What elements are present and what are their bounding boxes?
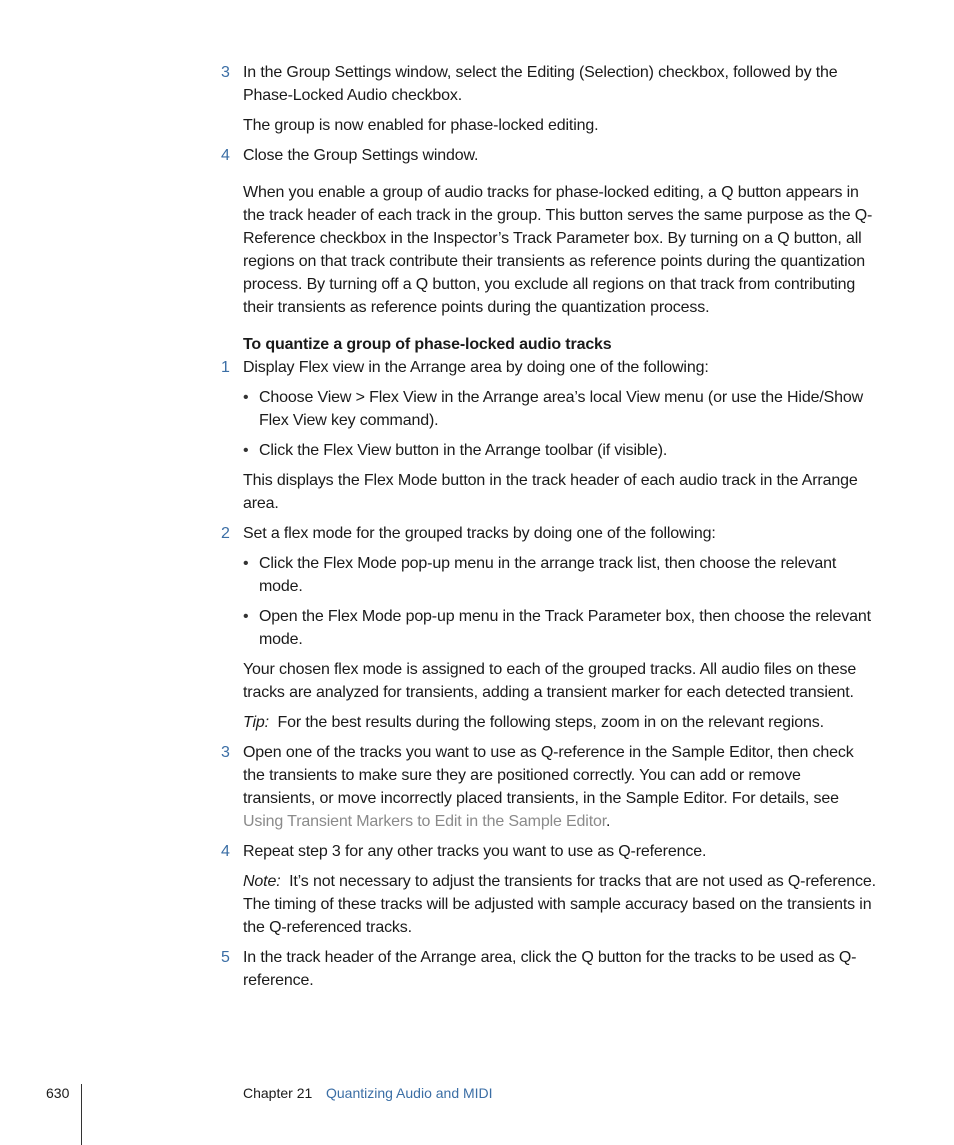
- step-number: 4: [221, 843, 230, 860]
- step-number: 3: [221, 744, 230, 761]
- bullet-item: [243, 552, 876, 598]
- step-text: In the track header of the Arrange area, click the Q button for the tracks to be used as Q-reference.: [243, 949, 857, 989]
- step-item: [221, 946, 876, 992]
- bullet-icon: •: [243, 442, 249, 459]
- step-number: 1: [221, 359, 230, 376]
- step-number: 2: [221, 525, 230, 542]
- step-text: Close the Group Settings window.: [243, 147, 479, 164]
- page-number: 630: [46, 1085, 70, 1101]
- tip-text: For the best results during the following steps, zoom in on the relevant regions.: [277, 714, 824, 731]
- bullet-icon: •: [243, 608, 249, 625]
- step-text: Repeat step 3 for any other tracks you want to use as Q-reference.: [243, 843, 707, 860]
- step-item: [221, 741, 876, 833]
- note-label: Note:: [243, 873, 281, 890]
- cross-reference-link[interactable]: Using Transient Markers to Edit in the Sample Editor: [243, 813, 607, 830]
- task-heading: To quantize a group of phase-locked audio tracks: [243, 336, 612, 353]
- bullet-item: [243, 386, 876, 432]
- step-number: 5: [221, 949, 230, 966]
- step-text: Display Flex view in the Arrange area by doing one of the following:: [243, 359, 709, 376]
- step-text: Set a flex mode for the grouped tracks by doing one of the following:: [243, 525, 716, 542]
- tip-label: Tip:: [243, 714, 269, 731]
- step-result: This displays the Flex Mode button in the track header of each audio track in the Arrange area.: [243, 472, 858, 512]
- step-item: [221, 61, 876, 107]
- bullet-icon: •: [243, 389, 249, 406]
- step-item: [221, 144, 876, 167]
- note-text: It’s not necessary to adjust the transients for tracks that are not used as Q-reference. The timing of these tracks will be adjusted with sample accuracy based on the transients in the Q-referenced tracks.: [243, 873, 876, 936]
- step-item: [221, 840, 876, 863]
- step-result: Your chosen flex mode is assigned to each of the grouped tracks. All audio files on these tracks are analyzed for transients, adding a transient marker for each detected transient.: [243, 661, 857, 701]
- body-paragraph: When you enable a group of audio tracks for phase-locked editing, a Q button appears in the track header of each track in the group. This button serves the same purpose as the Q-Reference checkbox in the Inspector’s Track Parameter box. By turning on a Q button, all regions on that track contribute their transients as reference points during the quantization process. By turning off a Q button, you exclude all regions on that track from contributing their transients as reference points during the quantization process.: [243, 184, 873, 316]
- footer-chapter: Chapter 21: [243, 1085, 313, 1101]
- tip-paragraph: [243, 711, 876, 734]
- step-text: In the Group Settings window, select the Editing (Selection) checkbox, followed by the Phase-Locked Audio checkbox.: [243, 64, 838, 104]
- bullet-text: Choose View > Flex View in the Arrange area’s local View menu (or use the Hide/Show Flex View key command).: [259, 389, 864, 429]
- step-item: [221, 522, 876, 545]
- step-result: The group is now enabled for phase-locked editing.: [243, 117, 599, 134]
- step-number: 3: [221, 64, 230, 81]
- bullet-icon: •: [243, 555, 249, 572]
- bullet-text: Click the Flex View button in the Arrange toolbar (if visible).: [259, 442, 668, 459]
- footer-divider: [81, 1084, 82, 1145]
- footer-chapter-title: Quantizing Audio and MIDI: [326, 1085, 493, 1101]
- note-paragraph: [243, 870, 876, 939]
- bullet-text: Open the Flex Mode pop-up menu in the Track Parameter box, then choose the relevant mode.: [259, 608, 871, 648]
- step-item: [221, 356, 876, 379]
- bullet-text: Click the Flex Mode pop-up menu in the arrange track list, then choose the relevant mode.: [259, 555, 837, 595]
- step-text: Open one of the tracks you want to use as Q-reference in the Sample Editor, then check the transients to make sure they are positioned correctly. You can add or remove transients, or move incorrectly placed transients, in the Sample Editor. For details, see: [243, 744, 854, 807]
- bullet-item: [243, 439, 876, 462]
- step-text-end: .: [606, 813, 611, 830]
- step-number: 4: [221, 147, 230, 164]
- page-content: [221, 61, 876, 999]
- bullet-item: [243, 605, 876, 651]
